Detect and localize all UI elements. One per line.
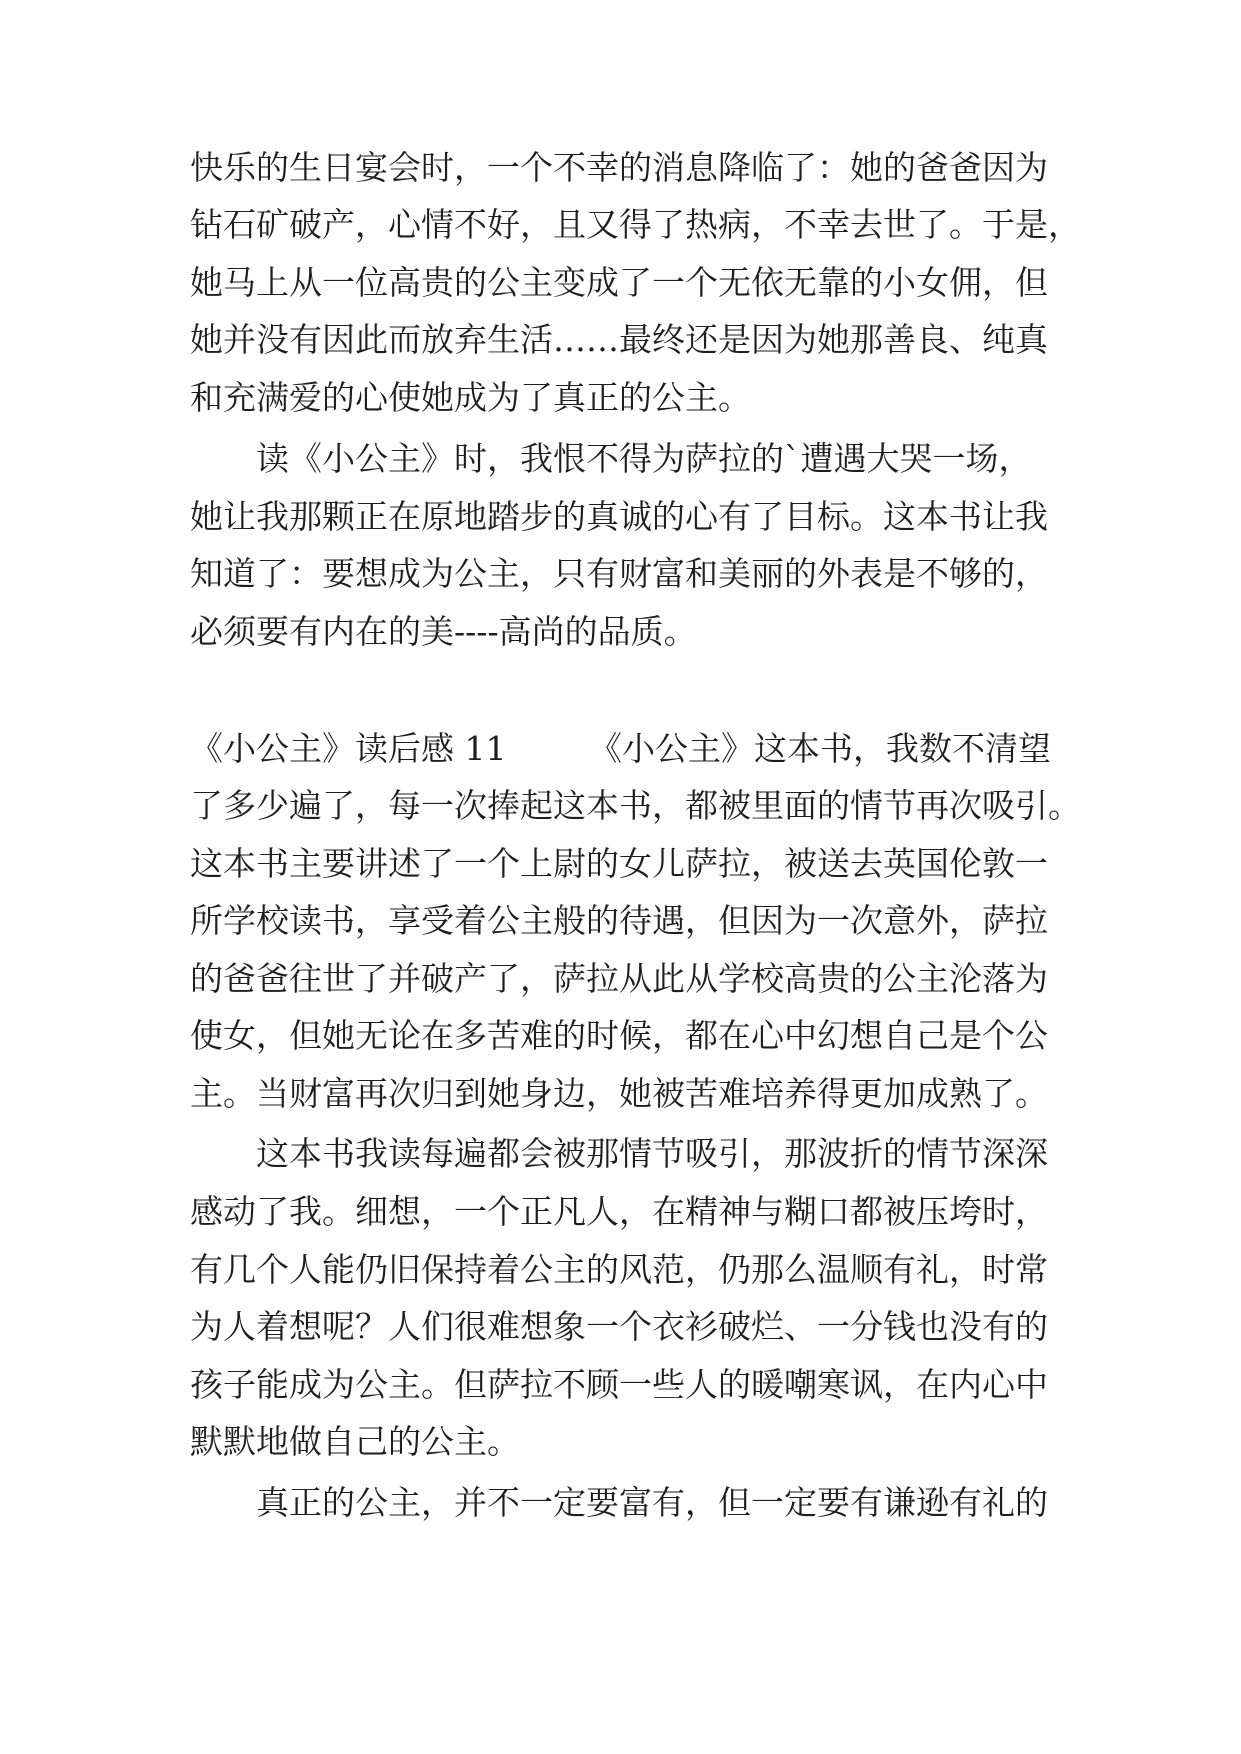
text-line: 钻石矿破产，心情不好，且又得了热病，不幸去世了。于是， <box>190 205 1081 244</box>
text-line: 孩子能成为公主。但萨拉不顾一些人的暖嘲寒讽，在内心中 <box>190 1365 1048 1404</box>
text-line: 使女，但她无论在多苦难的时候，都在心中幻想自己是个公 <box>190 1016 1048 1055</box>
text-line: 了多少遍了，每一次捧起这本书，都被里面的情节再次吸引。 <box>190 786 1081 825</box>
text-line: 所学校读书，享受着公主般的待遇，但因为一次意外，萨拉 <box>190 901 1048 940</box>
text-line: 感动了我。细想，一个正凡人，在精神与糊口都被压垮时， <box>190 1192 1048 1231</box>
paragraph-first-line: 真正的公主，并不一定要富有，但一定要有谦逊有礼的 <box>256 1483 1048 1522</box>
text-line: 的爸爸往世了并破产了，萨拉从此从学校高贵的公主沦落为 <box>190 959 1048 998</box>
text-line: 她马上从一位高贵的公主变成了一个无依无靠的小女佣，但 <box>190 263 1048 302</box>
paragraph-first-line: 读《小公主》时，我恨不得为萨拉的`遭遇大哭一场， <box>256 439 1032 478</box>
text-line: 有几个人能仍旧保持着公主的风范，仍那么温顺有礼，时常 <box>190 1250 1048 1289</box>
text-line: 必须要有内在的美----高尚的品质。 <box>190 612 697 651</box>
paragraph-first-line: 这本书我读每遍都会被那情节吸引，那波折的情节深深 <box>256 1134 1048 1173</box>
text-line: 她让我那颗正在原地踏步的真诚的心有了目标。这本书让我 <box>190 497 1048 536</box>
text-line: 和充满爱的心使她成为了真正的公主。 <box>190 378 751 417</box>
section-heading-line: 《小公主》读后感 11 《小公主》这本书，我数不清望 <box>190 729 1051 768</box>
text-line: 快乐的生日宴会时，一个不幸的消息降临了：她的爸爸因为 <box>190 148 1048 187</box>
text-line: 知道了：要想成为公主，只有财富和美丽的外表是不够的， <box>190 554 1048 593</box>
text-line: 她并没有因此而放弃生活……最终还是因为她那善良、纯真 <box>190 320 1048 359</box>
text-line: 为人着想呢？人们很难想象一个衣衫破烂、一分钱也没有的 <box>190 1307 1048 1346</box>
text-line: 默默地做自己的公主。 <box>190 1422 520 1461</box>
text-line: 主。当财富再次归到她身边，她被苦难培养得更加成熟了。 <box>190 1074 1048 1113</box>
text-line: 这本书主要讲述了一个上尉的女儿萨拉，被送去英国伦敦一 <box>190 844 1048 883</box>
